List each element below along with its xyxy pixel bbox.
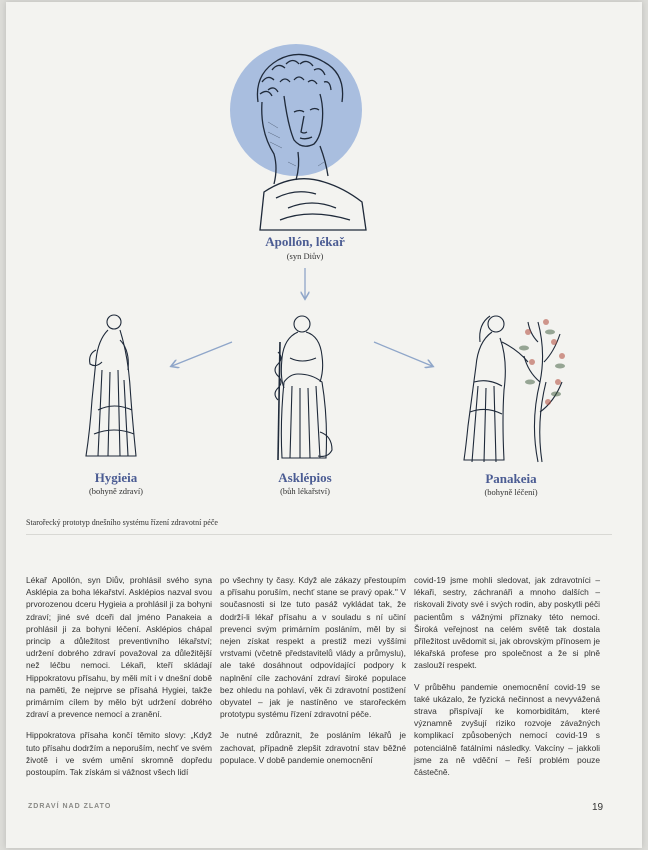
figure-caption: Starořecký prototyp dnešního systému řízení zdravotní péče [26, 518, 218, 527]
apollo-subtitle: (syn Diův) [286, 251, 324, 261]
running-footer-title: ZDRAVÍ NAD ZLATO [28, 803, 112, 810]
hygieia-name: Hygieia [94, 470, 138, 485]
book-page [6, 2, 642, 848]
asklepios-name: Asklépios [278, 470, 332, 485]
panakeia-name: Panakeia [485, 471, 537, 486]
hygieia-statue-illustration [78, 310, 148, 462]
panakeia-illustration [458, 302, 570, 468]
hygieia-subtitle: (bohyně zdraví) [88, 486, 144, 496]
text-column-2 [220, 574, 406, 775]
asklepios-subtitle: (bůh lékařství) [280, 486, 330, 496]
text-column-1 [26, 574, 212, 787]
arrow-left [172, 342, 232, 366]
paragraph: po všechny ty časy. Když ale zákazy přestoupím a přísahu poruším, nechť stane se pravý opak." V současnosti si lze tuto pasáž vykládat tak, že dodrží-li lékař přísahu a v souladu s ní učiní prevenci svým primárním posláním, měl by si nejen získat respekt a prestiž mezi vyššími vrstvami (včetně představitelů vlády a průmyslu), ale také dosáhnout odpovídající podpory k naplnění cíle zachování zdraví široké populace bez ohledu na pohlaví, věk či zdravotní postižení obyvatel – jak je nastíněno ve starořeckém prototypu systému řízení zdravotní péče. [220, 575, 406, 720]
paragraph: Je nutné zdůraznit, že posláním lékařů je zachovat, případně zlepšit zdravotní stav běžné populace. V době pandemie onemocnění [220, 730, 406, 765]
paragraph: covid-19 jsme mohli sledovat, jak zdravotníci – lékaři, sestry, záchranáři a mnoho dalších – riskovali životy své i svých rodin, aby poskytli péči pacientům s vážnými příznaky této nemoci. Široká veřejnost na celém světě tak dostala příležitost uvědomit si, jak obrovským přínosem je lékařská profese pro společnost a že si plně zaslouží respekt. [414, 575, 600, 671]
asklepios-statue-illustration [272, 312, 340, 464]
apollo-name: Apollón, lékař [265, 234, 345, 249]
panakeia-subtitle: (bohyně léčení) [484, 487, 538, 497]
arrow-right [374, 342, 432, 366]
text-column-3 [414, 574, 600, 787]
page-number: 19 [592, 802, 604, 813]
paragraph: Lékař Apollón, syn Diův, prohlásil svého syna Asklépia za boha lékařství. Asklépios nazval svou prvorozenou dceru Hygieia a prohlásil ji za bohyni zdraví; jiné své dceři dal jméno Panakeia a prohlásil ji za bohyni léčení. Asklépios chápal princip a důležitost preventivního lékařství; udržení dobrého zdraví považoval za důležitější než léčbu nemoci. Lékaři, kteří skládají Hippokratovu přísahu, by měli mít i v dnešní době na paměti, že nejprve se přísahá Hygiei, takže primárním cílem by mělo být udržení dobrého zdraví a prevence nemocí a zranění. [26, 575, 212, 720]
caption-divider [26, 534, 612, 535]
paragraph: V průběhu pandemie onemocnění covid-19 se také ukázalo, že fyzická nečinnost a nevyvážená strava přispívají ke komorbiditám, které významně zvyšují riziko rozvoje závažných komplikací způsobených nemocí covid-19 s potenciálně fatálními následky. Vakcíny – jakkoli jsme za ně vděční – řeší problém pouze částečně. [414, 681, 600, 778]
paragraph: Hippokratova přísaha končí těmito slovy: „Když tuto přísahu dodržím a neporuším, nechť ve svém životě i ve svém umění skromně dopředu postoupím. Tak získám si vážnost všech lidí [26, 730, 212, 778]
